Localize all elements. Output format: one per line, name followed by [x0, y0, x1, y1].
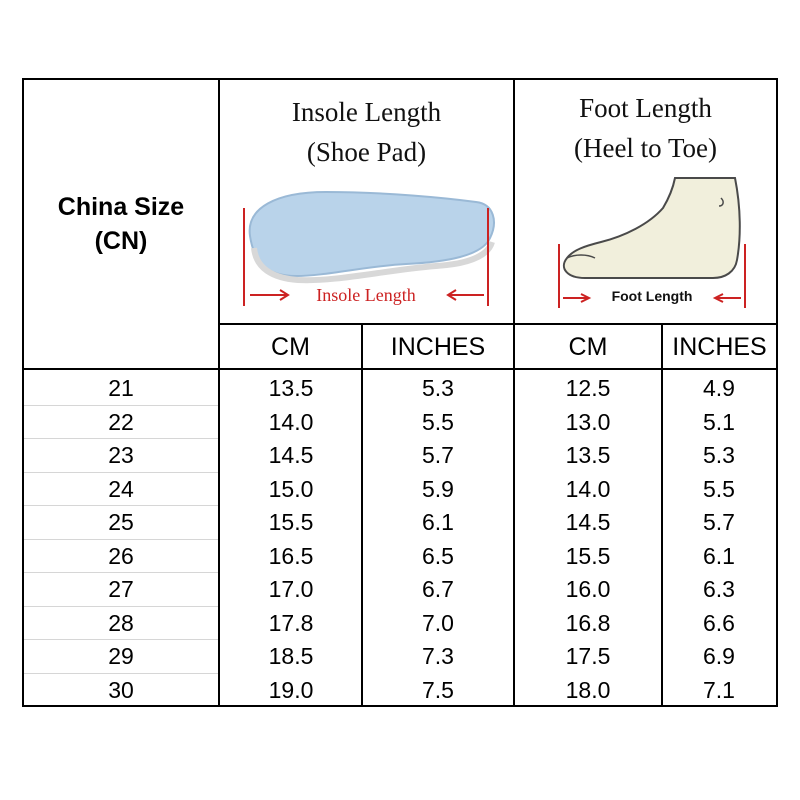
- cn-size-cell: 30: [108, 676, 134, 703]
- cn-size-cell: 27: [108, 576, 134, 602]
- insole-cm-cell: 14.5: [268, 442, 314, 468]
- insole-cm-cell: 16.5: [268, 542, 314, 569]
- insole-inches-cell: 7.5: [422, 676, 454, 703]
- insole-header-line2: (Shoe Pad): [306, 137, 427, 167]
- subheader-foot-cm: CM: [568, 333, 608, 361]
- insole-header-line1: Insole Length: [291, 97, 442, 127]
- cn-size-cell: 21: [108, 375, 134, 401]
- foot-cm-cell: 13.0: [565, 408, 611, 435]
- foot-header-line2: (Heel to Toe): [573, 133, 718, 163]
- insole-length-header: [220, 92, 513, 172]
- foot-inches-cell: 6.6: [703, 609, 735, 636]
- subheader-foot-inches: INCHES: [672, 333, 767, 361]
- insole-inches-cell: 6.7: [422, 576, 454, 602]
- insole-inches-cell: 5.7: [422, 442, 454, 468]
- insole-image-label: Insole Length: [316, 285, 416, 305]
- foot-header-line1: Foot Length: [579, 93, 712, 123]
- foot-cm-cell: 16.8: [565, 609, 611, 636]
- cn-size-cell: 25: [108, 509, 134, 535]
- cn-size-cell: 29: [108, 643, 134, 669]
- foot-image: [545, 168, 755, 310]
- foot-cm-cell: 14.5: [565, 509, 611, 535]
- foot-inches-cell: 4.9: [703, 375, 735, 401]
- cn-size-cell: 22: [108, 408, 134, 435]
- foot-inches-cell: 5.5: [703, 475, 735, 502]
- subheader-insole-cm: CM: [271, 333, 310, 361]
- insole-inches-cell: 5.5: [422, 408, 454, 435]
- foot-cm-cell: 13.5: [565, 442, 611, 468]
- insole-cm-cell: 17.0: [268, 576, 314, 602]
- table-row: [24, 405, 776, 439]
- insole-cm-cell: 13.5: [268, 375, 314, 401]
- table-row: [24, 673, 776, 707]
- cn-size-cell: 26: [108, 542, 134, 569]
- foot-inches-cell: 6.3: [703, 576, 735, 602]
- foot-inches-cell: 5.3: [703, 442, 735, 468]
- cn-size-cell: 28: [108, 609, 134, 636]
- table-row: [24, 572, 776, 606]
- insole-cm-cell: 15.0: [268, 475, 314, 502]
- insole-inches-cell: 6.1: [422, 509, 454, 535]
- insole-image: [236, 178, 498, 308]
- foot-cm-cell: 17.5: [565, 643, 611, 669]
- foot-inches-cell: 7.1: [703, 676, 735, 703]
- foot-cm-cell: 12.5: [565, 375, 611, 401]
- foot-cm-cell: 16.0: [565, 576, 611, 602]
- insole-cm-cell: 15.5: [268, 509, 314, 535]
- foot-inches-cell: 6.9: [703, 643, 735, 669]
- table-row: [24, 438, 776, 472]
- china-size-header: [24, 190, 218, 258]
- foot-cm-cell: 14.0: [565, 475, 611, 502]
- insole-cm-cell: 17.8: [268, 609, 314, 636]
- insole-inches-cell: 6.5: [422, 542, 454, 569]
- foot-cm-cell: 18.0: [565, 676, 611, 703]
- table-row: [24, 505, 776, 539]
- china-size-header-line1: China Size: [57, 193, 185, 221]
- insole-cm-cell: 19.0: [268, 676, 314, 703]
- table-row: [24, 539, 776, 573]
- foot-inches-cell: 5.7: [703, 509, 735, 535]
- china-size-header-line2: (CN): [94, 227, 148, 255]
- insole-cm-cell: 18.5: [268, 643, 314, 669]
- foot-inches-cell: 6.1: [703, 542, 735, 569]
- insole-inches-cell: 5.3: [422, 375, 454, 401]
- insole-cm-cell: 14.0: [268, 408, 314, 435]
- table-row: [24, 371, 776, 405]
- insole-inches-cell: 7.0: [422, 609, 454, 636]
- foot-cm-cell: 15.5: [565, 542, 611, 569]
- cn-size-cell: 24: [108, 475, 134, 502]
- cn-size-cell: 23: [108, 442, 134, 468]
- table-row: [24, 472, 776, 506]
- table-row: [24, 639, 776, 673]
- foot-length-header: [515, 88, 776, 168]
- table-row: [24, 606, 776, 640]
- insole-inches-cell: 5.9: [422, 475, 454, 502]
- insole-inches-cell: 7.3: [422, 643, 454, 669]
- foot-inches-cell: 5.1: [703, 408, 735, 435]
- subheader-insole-inches: INCHES: [390, 333, 486, 361]
- foot-image-label: Foot Length: [611, 288, 693, 304]
